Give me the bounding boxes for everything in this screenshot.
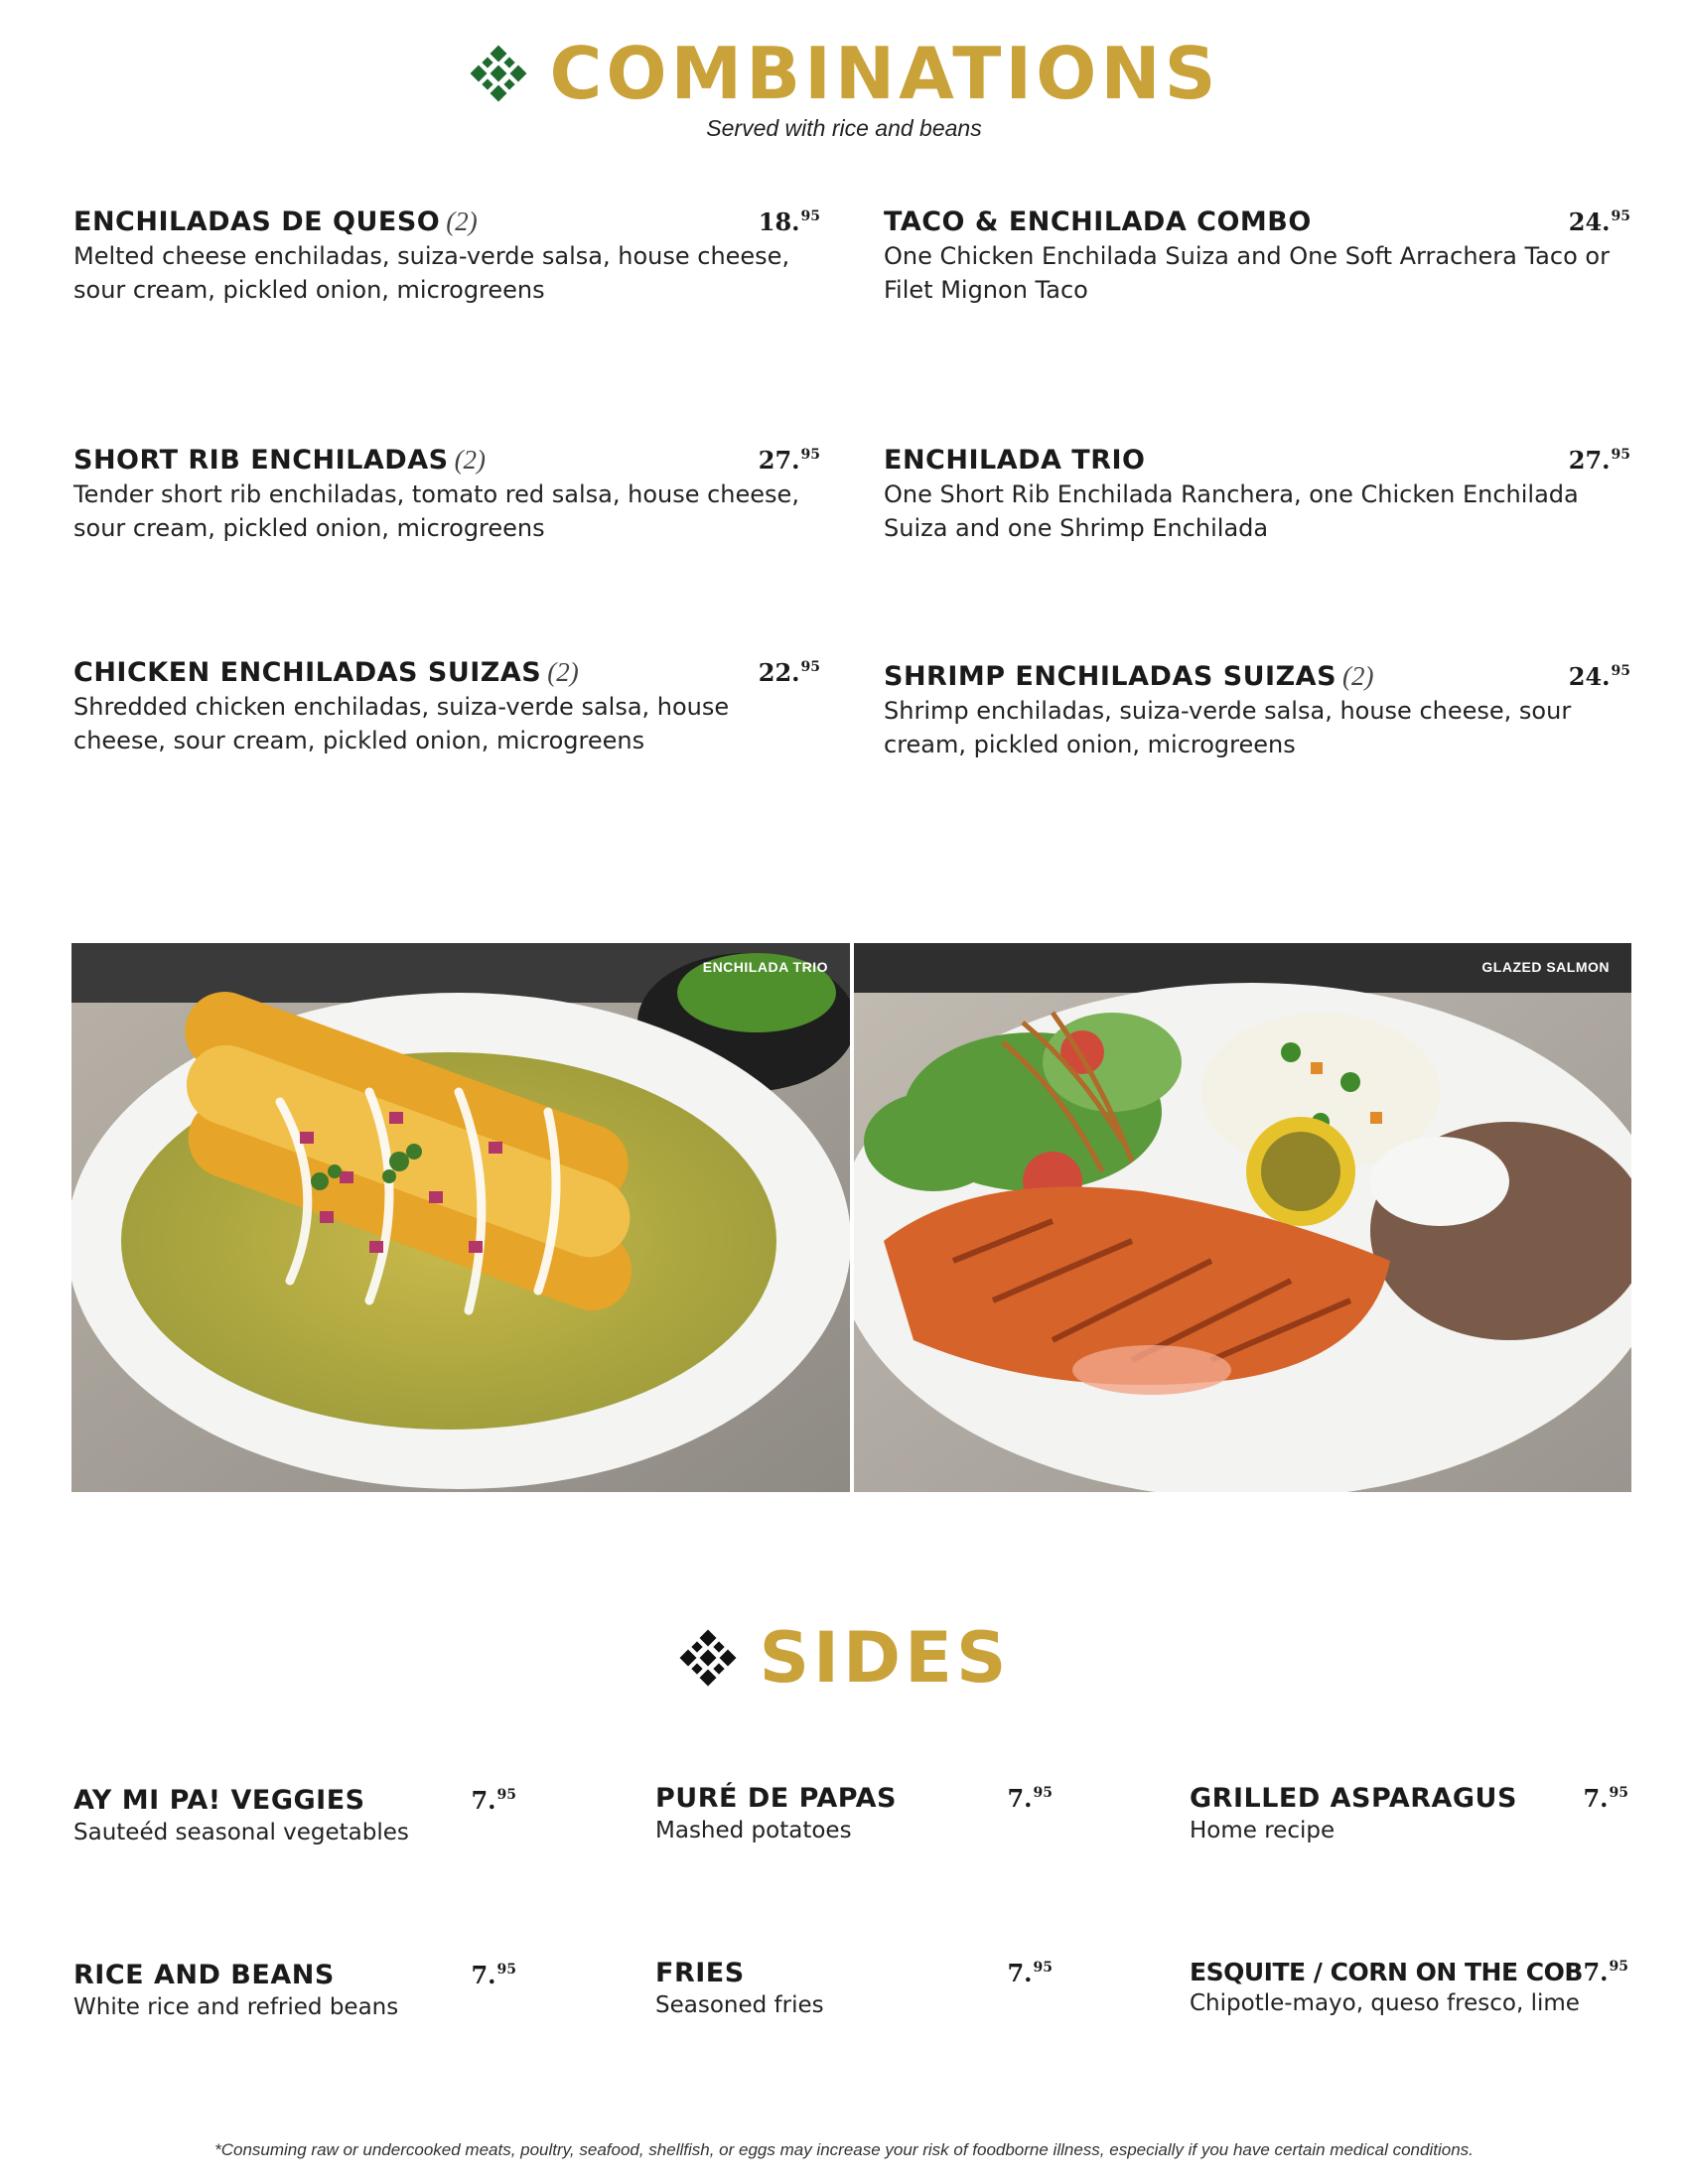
item-price: 7.95	[1583, 1958, 1628, 1986]
combinations-subtitle: Served with rice and beans	[706, 115, 982, 141]
item-price: 24.95	[1568, 662, 1630, 691]
item-description: Home recipe	[1190, 1818, 1336, 1843]
item-description: Chipotle-mayo, queso fresco, lime	[1190, 1990, 1580, 2016]
item-price: 27.95	[758, 446, 820, 475]
item-description: Shredded chicken enchiladas, suiza-verde salsa, house cheese, sour cream, pickled onion, microgreens	[73, 693, 730, 754]
item-description: Melted cheese enchiladas, suiza-verde salsa, house cheese, sour cream, pickled onion, microgreens	[73, 242, 790, 304]
item-name: TACO & ENCHILADA COMBO	[884, 206, 1312, 237]
item-name: GRILLED ASPARAGUS	[1190, 1783, 1517, 1814]
diamond-cluster-icon	[469, 44, 528, 103]
diamond-cluster-icon	[678, 1628, 738, 1688]
item-name: SHORT RIB ENCHILADAS	[73, 445, 449, 476]
combo-item	[884, 661, 1630, 761]
item-qty: (2)	[547, 657, 579, 687]
combinations-header	[0, 32, 1688, 142]
item-description: Mashed potatoes	[655, 1818, 852, 1843]
item-name: ESQUITE / CORN ON THE COB	[1190, 1958, 1583, 1986]
combo-item	[884, 206, 1630, 307]
side-item	[73, 1960, 516, 2022]
item-qty: (2)	[1342, 661, 1374, 691]
side-item	[655, 1958, 1053, 2020]
item-name: RICE AND BEANS	[73, 1960, 335, 1990]
food-safety-disclaimer: *Consuming raw or undercooked meats, poultry, seafood, shellfish, or eggs may increase your risk of foodborne illness, especially if you have certain medical conditions.	[214, 2140, 1474, 2159]
item-description: Sauteéd seasonal vegetables	[73, 1820, 409, 1845]
item-name: ENCHILADAS DE QUESO	[73, 206, 441, 237]
item-name: ENCHILADA TRIO	[884, 445, 1146, 476]
photo-label: GLAZED SALMON	[1481, 959, 1610, 975]
item-price: 18.95	[758, 207, 820, 236]
item-price: 7.95	[1583, 1784, 1628, 1813]
item-name: CHICKEN ENCHILADAS SUIZAS	[73, 657, 542, 688]
item-description: White rice and refried beans	[73, 1994, 399, 2020]
item-description: One Short Rib Enchilada Ranchera, one Chicken Enchilada Suiza and one Shrimp Enchilada	[884, 480, 1579, 542]
sides-title: SIDES	[759, 1617, 1011, 1699]
enchilada-trio-photo	[71, 943, 850, 1492]
sides-title-row	[678, 1617, 1011, 1699]
item-price: 7.95	[1007, 1959, 1053, 1987]
item-name: PURÉ DE PAPAS	[655, 1783, 897, 1814]
side-item	[1190, 1958, 1628, 2018]
combinations-title-row	[469, 32, 1220, 115]
combo-item	[884, 445, 1630, 545]
combo-item	[73, 445, 820, 545]
item-name: AY MI PA! VEGGIES	[73, 1785, 365, 1816]
combo-item	[73, 206, 820, 307]
item-description: Shrimp enchiladas, suiza-verde salsa, house cheese, sour cream, pickled onion, microgreens	[884, 697, 1572, 758]
glazed-salmon-photo	[854, 943, 1631, 1492]
combo-item	[73, 657, 820, 757]
side-item	[73, 1785, 516, 1847]
photo-label: ENCHILADA TRIO	[702, 959, 828, 975]
item-price: 27.95	[1568, 446, 1630, 475]
salmon-plate-illustration	[854, 943, 1631, 1492]
item-price: 7.95	[471, 1786, 516, 1815]
item-price: 7.95	[471, 1961, 516, 1989]
enchilada-plate-illustration	[71, 943, 850, 1492]
sides-header	[0, 1617, 1688, 1699]
item-name: FRIES	[655, 1958, 745, 1988]
item-description: One Chicken Enchilada Suiza and One Soft Arrachera Taco or Filet Mignon Taco	[884, 242, 1610, 304]
item-description: Tender short rib enchiladas, tomato red salsa, house cheese, sour cream, pickled onion, microgreens	[73, 480, 799, 542]
side-item	[655, 1783, 1053, 1845]
item-description: Seasoned fries	[655, 1992, 824, 2018]
item-price: 7.95	[1007, 1784, 1053, 1813]
item-price: 24.95	[1568, 207, 1630, 236]
item-qty: (2)	[446, 206, 478, 236]
item-qty: (2)	[454, 445, 487, 475]
combinations-title: COMBINATIONS	[549, 32, 1220, 115]
item-name: SHRIMP ENCHILADAS SUIZAS	[884, 661, 1337, 692]
item-price: 22.95	[758, 658, 820, 687]
side-item	[1190, 1783, 1628, 1845]
